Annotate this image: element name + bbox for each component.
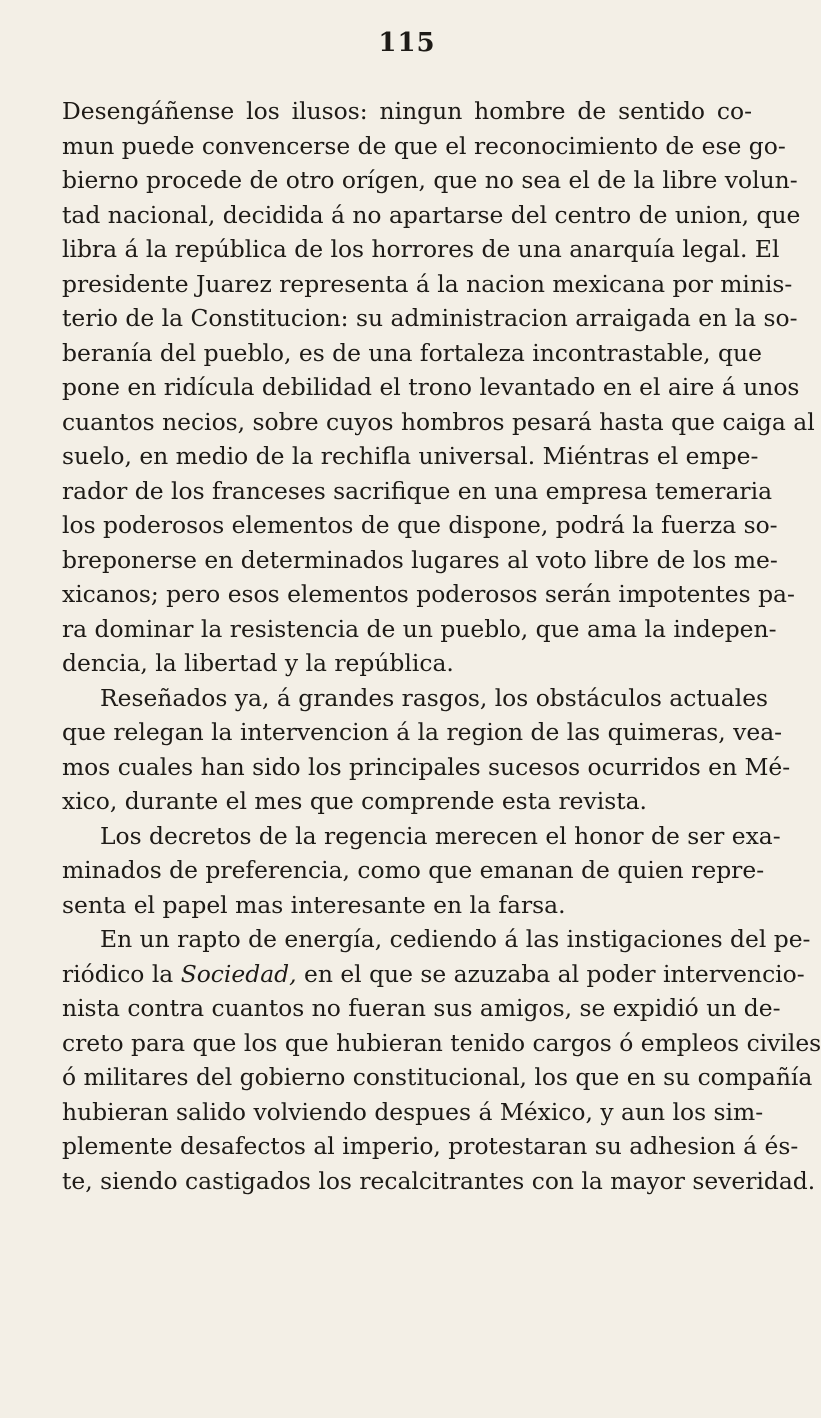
text-line: tad nacional, decidida á no apartarse del centro de union, que [62, 200, 801, 229]
text-line-paragraph-end: te, siendo castigados los recalcitrantes con la mayor severidad. [62, 1166, 816, 1195]
text-line: mos cuales han sido los principales sucesos ocurridos en Mé- [62, 752, 791, 781]
text-line: ó militares del gobierno constitucional, los que en su compañía [62, 1063, 813, 1091]
text-line: cuantos necios, sobre cuyos hombros pesará hasta que caiga al [62, 407, 815, 436]
text-line-paragraph-end: xico, durante el mes que comprende esta revista. [62, 787, 647, 815]
italic-title-sociedad: Sociedad, [180, 959, 297, 988]
text-line: plemente desafectos al imperio, protestaran su adhesion á és- [62, 1132, 799, 1160]
text-line: pone en ridícula debilidad el trono levantado en el aire á unos [62, 373, 800, 401]
text-line: bierno procede de otro orígen, que no sea el de la libre volun- [62, 166, 798, 194]
text-line-with-italic [62, 957, 805, 992]
text-line: creto para que los que hubieran tenido cargos ó empleos civiles [62, 1028, 821, 1057]
text-line: rador de los franceses sacrifique en una empresa temeraria [62, 476, 773, 505]
text-line-paragraph-end: dencia, la libertad y la república. [62, 649, 454, 677]
text-line: Desengáñense los ilusos: ningun hombre de sentido co- [62, 97, 752, 125]
text-line: presidente Juarez representa á la nacion mexicana por minis- [62, 269, 793, 298]
text-line: breponerse en determinados lugares al voto libre de los me- [62, 545, 778, 574]
text-line: libra á la república de los horrores de una anarquía legal. El [62, 235, 780, 263]
text-line-paragraph-start: En un rapto de energía, cediendo á las instigaciones del pe- [100, 925, 811, 953]
text-line-paragraph-start: Reseñados ya, á grandes rasgos, los obstáculos actuales [100, 683, 769, 712]
text-fragment: riódico la [62, 959, 181, 988]
text-fragment: en el que se azuzaba al poder intervencio- [296, 959, 805, 988]
text-line: que relegan la intervencion á la region de las quimeras, vea- [62, 718, 783, 746]
body-text [62, 94, 821, 1198]
text-line: mun puede convencerse de que el reconocimiento de ese go- [62, 131, 786, 160]
text-line: ra dominar la resistencia de un pueblo, que ama la indepen- [62, 614, 777, 643]
text-line: xicanos; pero esos elementos poderosos serán impotentes pa- [62, 580, 795, 608]
text-line-paragraph-start: Los decretos de la regencia merecen el honor de ser exa- [100, 821, 781, 850]
text-line: suelo, en medio de la rechifla universal. Miéntras el empe- [62, 442, 759, 470]
page-number: 115 [378, 28, 436, 58]
text-line: nista contra cuantos no fueran sus amigos, se expidió un de- [62, 994, 781, 1022]
text-line: los poderosos elementos de que dispone, podrá la fuerza so- [62, 511, 778, 539]
text-line: terio de la Constitucion: su administracion arraigada en la so- [62, 304, 798, 332]
text-line-paragraph-end: senta el papel mas interesante en la farsa. [62, 890, 566, 919]
text-line: beranía del pueblo, es de una fortaleza incontrastable, que [62, 338, 762, 367]
text-line: minados de preferencia, como que emanan de quien repre- [62, 856, 765, 884]
text-line: hubieran salido volviendo despues á México, y aun los sim- [62, 1097, 764, 1126]
